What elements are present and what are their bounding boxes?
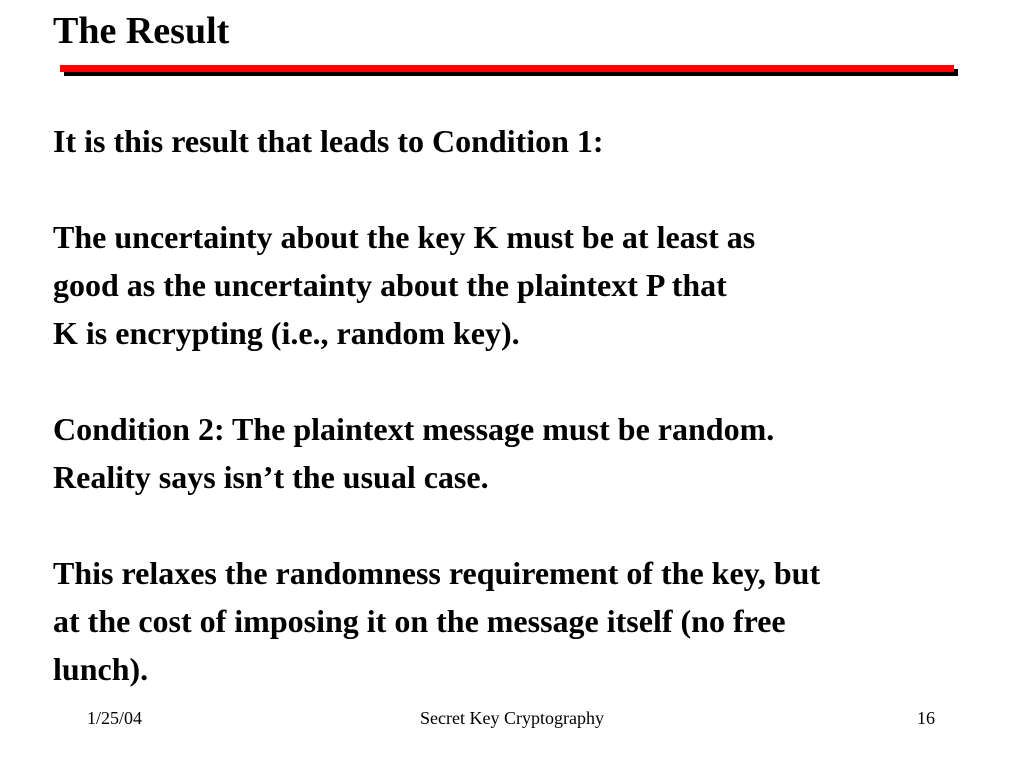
text-line: The uncertainty about the key K must be at least as (53, 219, 756, 255)
text-line: good as the uncertainty about the plaintext P that (53, 267, 727, 303)
text-line: at the cost of imposing it on the message itself (no free (53, 603, 786, 639)
footer-date: 1/25/04 (87, 708, 143, 728)
slide-title: The Result (53, 10, 230, 52)
text-line: lunch). (53, 651, 149, 687)
text-line: Reality says isn’t the usual case. (53, 459, 489, 495)
text-line: Condition 2: The plaintext message must be random. (53, 411, 775, 447)
footer-title: Secret Key Cryptography (420, 708, 604, 728)
title-rule (60, 65, 954, 72)
paragraph-condition-1-intro (53, 117, 1013, 165)
footer-page-number: 16 (917, 708, 935, 728)
text-line: K is encrypting (i.e., random key). (53, 315, 520, 351)
slide-body (53, 117, 1013, 693)
paragraph-conclusion (53, 549, 1013, 693)
paragraph-condition-2 (53, 405, 1013, 501)
text-line: It is this result that leads to Condition 1: (53, 123, 604, 159)
paragraph-condition-1 (53, 213, 1013, 357)
text-line: This relaxes the randomness requirement of the key, but (53, 555, 821, 591)
